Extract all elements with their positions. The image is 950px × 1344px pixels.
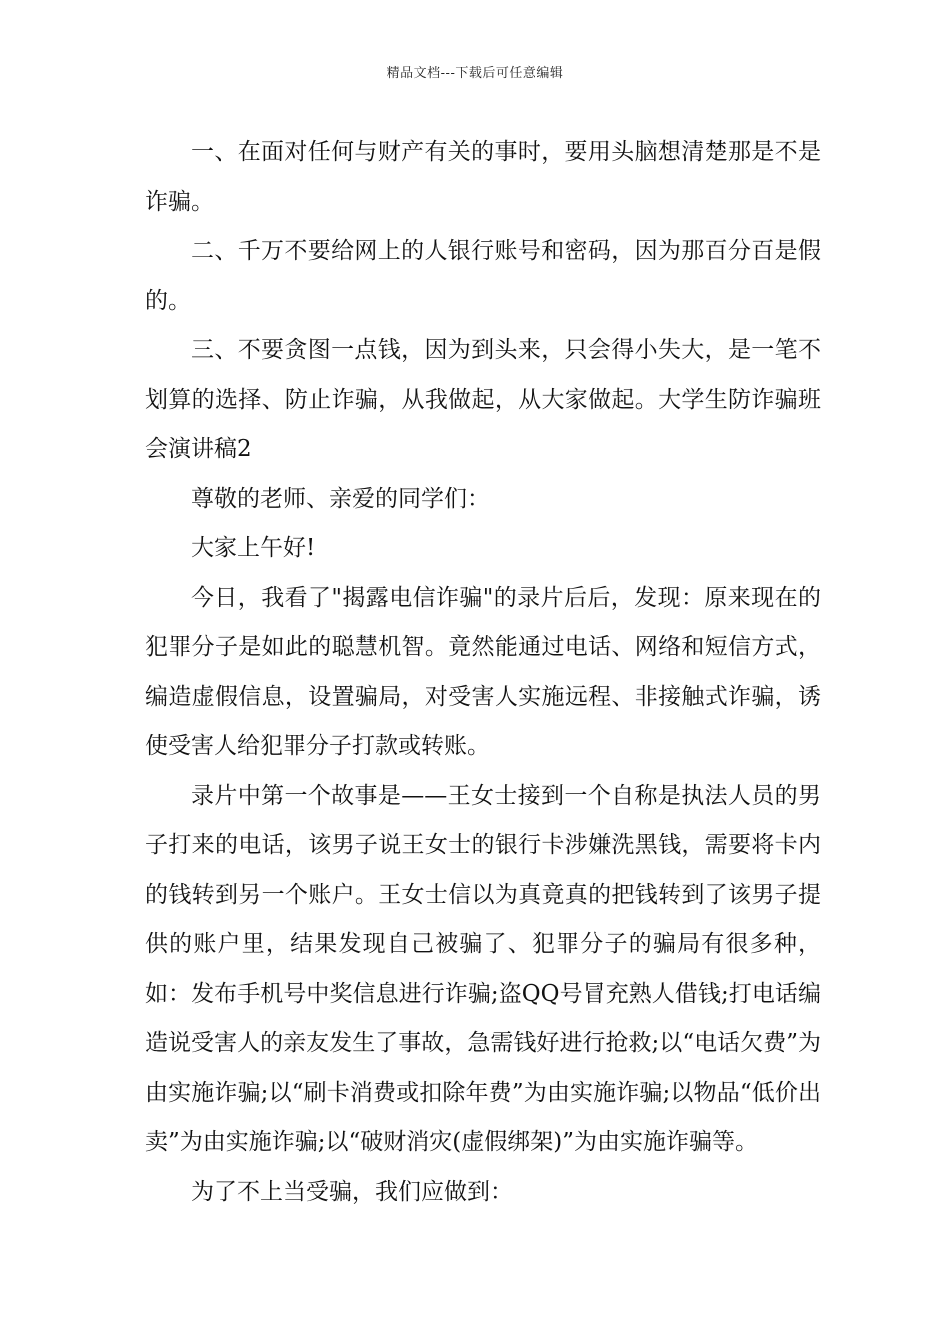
paragraph-1: 一、在面对任何与财产有关的事时，要用头脑想清楚那是不是诈骗。 xyxy=(145,139,821,215)
paragraph-2: 二、千万不要给网上的人银行账号和密码，因为那百分百是假的。 xyxy=(145,238,821,314)
paragraph-3: 三、不要贪图一点钱，因为到头来，只会得小失大，是一笔不划算的选择、防止诈骗，从我做起，从大家做起。大学生防诈骗班会演讲稿2 xyxy=(145,337,821,462)
paragraph-7: 录片中第一个故事是——王女士接到一个自称是执法人员的男子打来的电话，该男子说王女士的银行卡涉嫌洗黑钱，需要将卡内的钱转到另一个账户。王女士信以为真竟真的把钱转到了该男子提供的账户里，结果发现自己被骗了、犯罪分子的骗局有很多种，如：发布手机号中奖信息进行诈骗;盗QQ号冒充熟人借钱;打电话编造说受害人的亲友发生了事故，急需钱好进行抢救;以“电话欠费”为由实施诈骗;以“刷卡消费或扣除年费”为由实施诈骗;以物品“低价出卖”为由实施诈骗;以“破财消灾(虚假绑架)”为由实施诈骗等。 xyxy=(145,782,821,1155)
document-body xyxy=(145,128,821,1217)
paragraph-8: 为了不上当受骗，我们应做到： xyxy=(191,1178,513,1205)
paragraph-4: 尊敬的老师、亲爱的同学们： xyxy=(191,485,490,512)
paragraph-5: 大家上午好! xyxy=(191,535,316,561)
paragraph-6: 今日，我看了"揭露电信诈骗"的录片后后，发现：原来现在的犯罪分子是如此的聪慧机智。竟然能通过电话、网络和短信方式，编造虚假信息，设置骗局，对受害人实施远程、非接触式诈骗，诱使受害人给犯罪分子打款或转账。 xyxy=(145,584,821,759)
page-header: 精品文档---下载后可任意编辑 xyxy=(386,66,564,81)
